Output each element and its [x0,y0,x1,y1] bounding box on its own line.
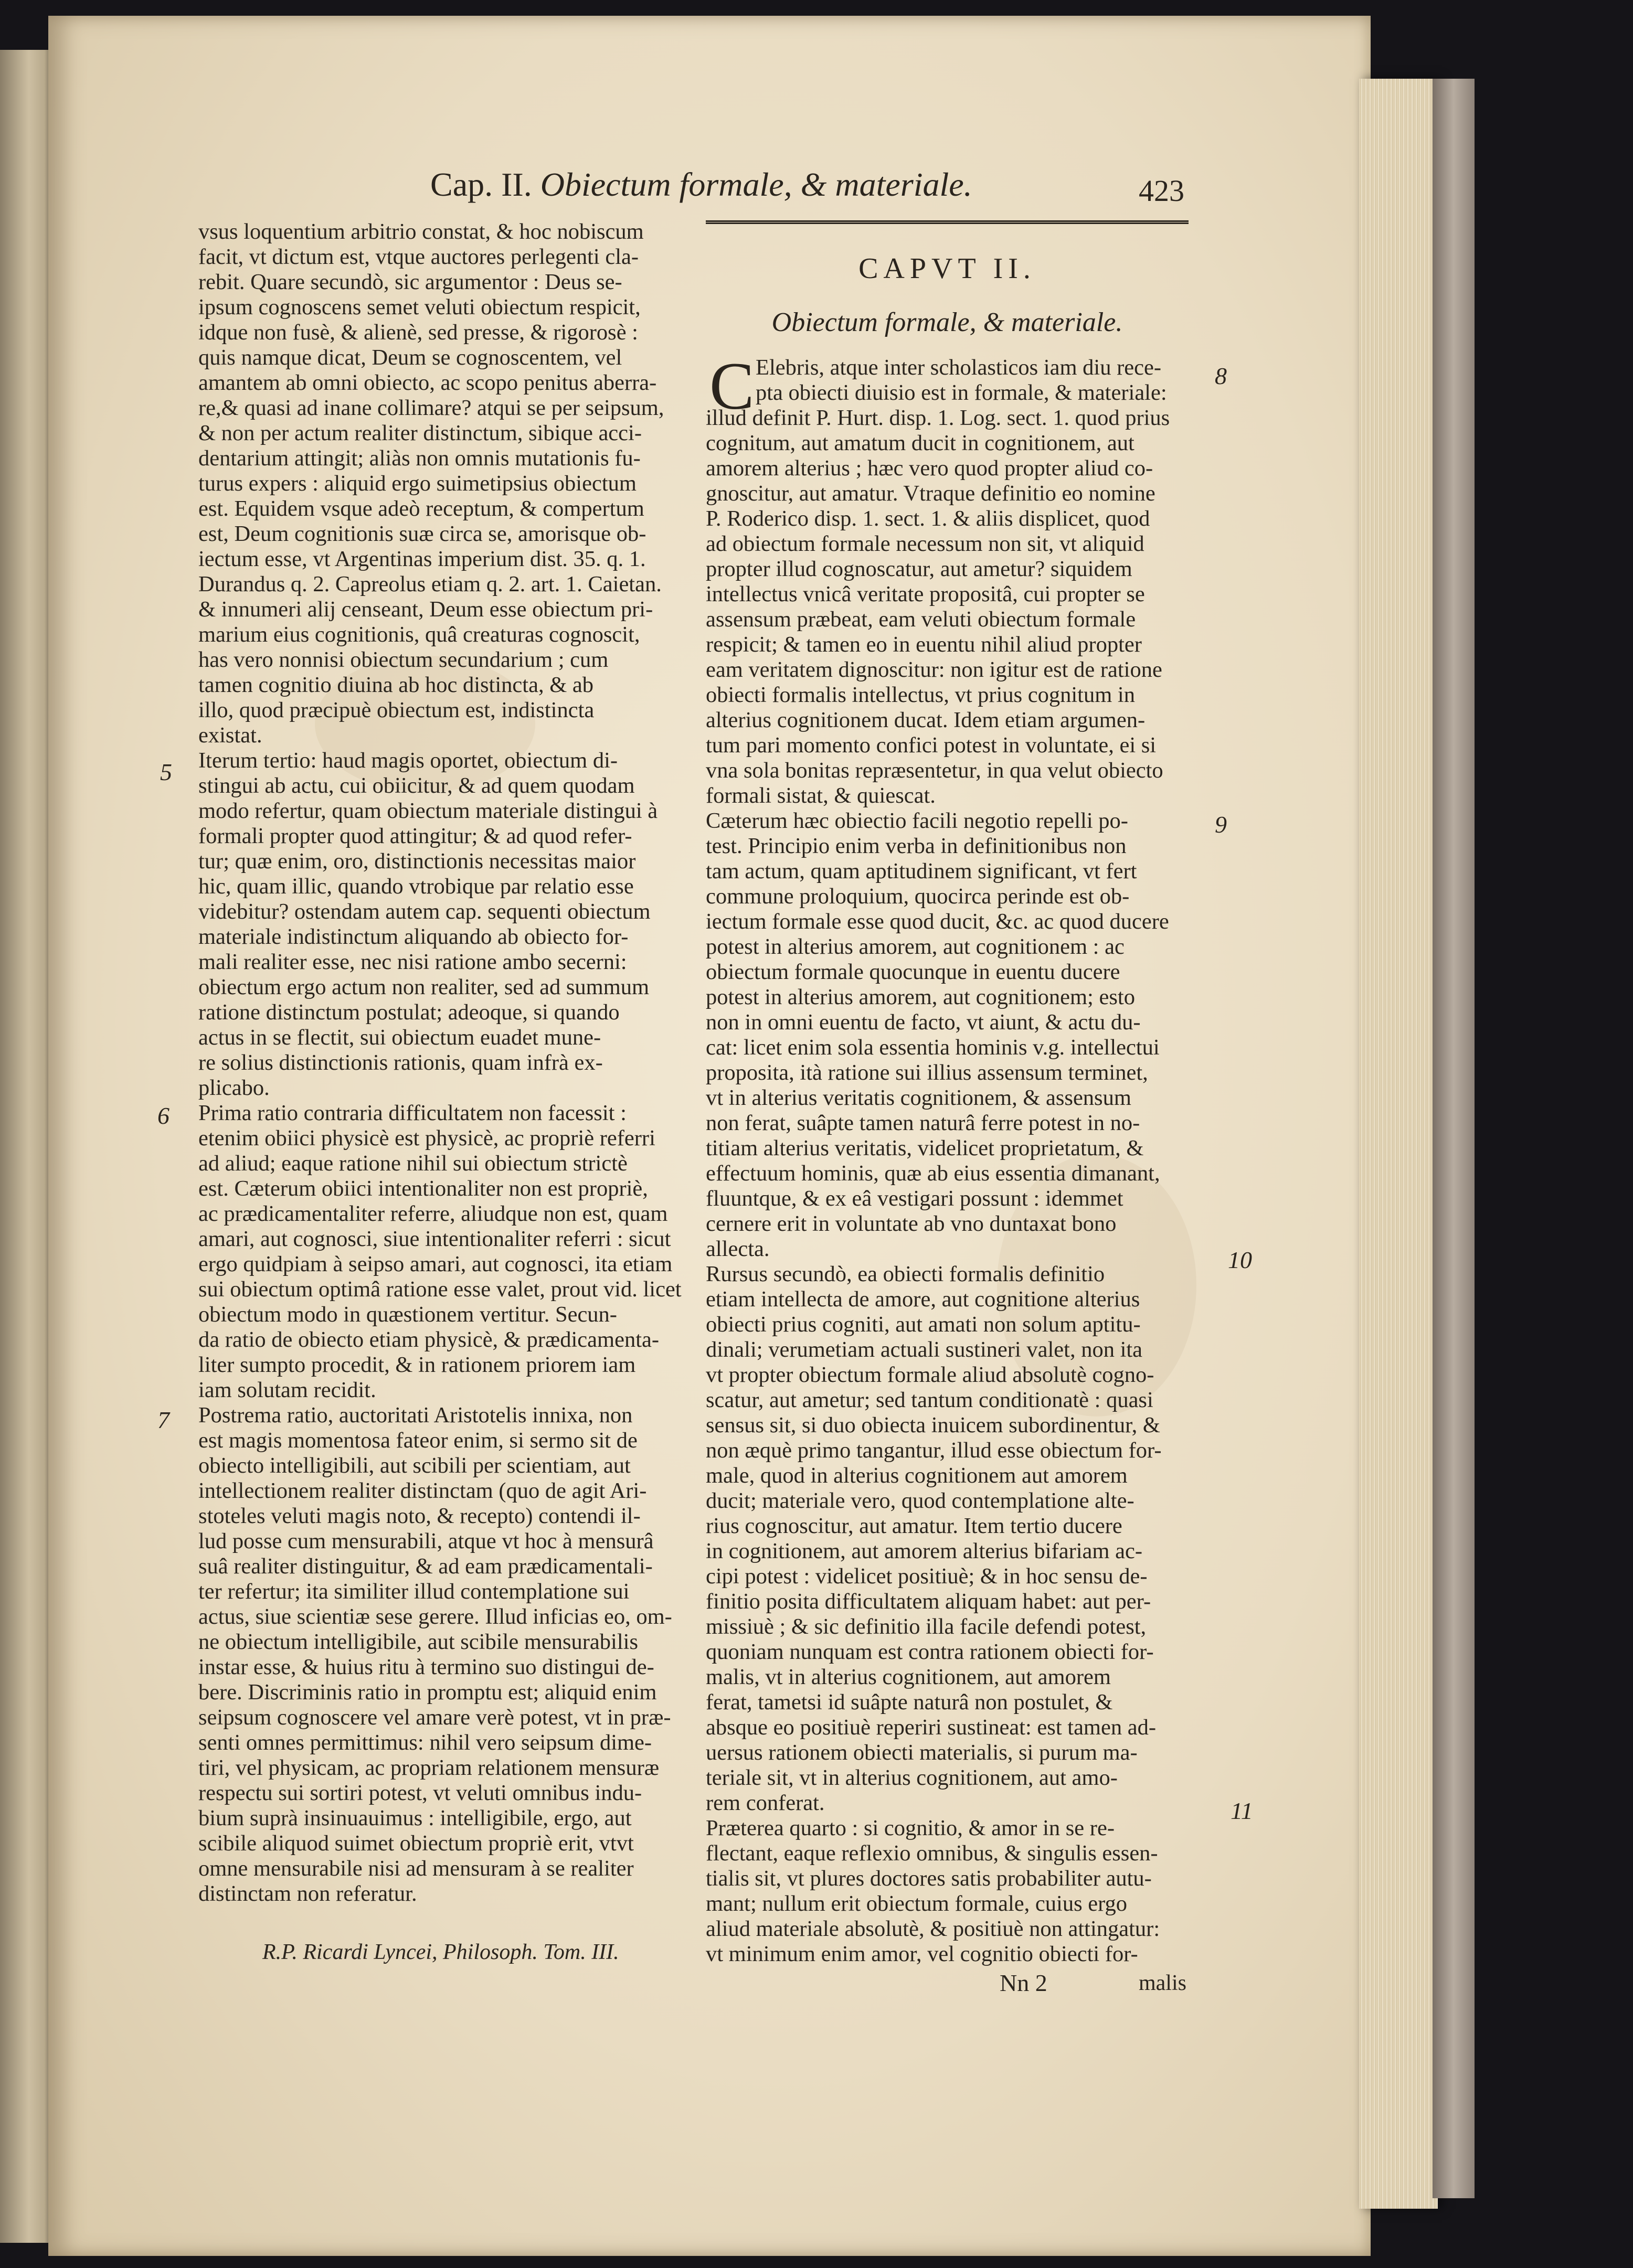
text-line: fluuntque, & ex eâ vestigari possunt : idemmet [706,1186,1123,1211]
text-line: turus expers : aliquid ergo suimetipsius obiectum [198,471,637,496]
left-text-column [198,219,694,1907]
text-line: iam solutam recidit. [198,1378,376,1402]
margin-number: 11 [1231,1797,1253,1824]
text-line: seipsum cognoscere vel amare verè potest, vt in præ- [198,1705,671,1730]
text-line: re,& quasi ad inane collimare? atqui se per seipsum, [198,396,664,420]
text-line: suâ realiter distinguitur, & ad eam prædicamentali- [198,1554,653,1579]
text-line: vt in alterius veritatis cognitionem, & assensum [706,1085,1131,1110]
text-line: est magis momentosa fateor enim, si sermo sit de [198,1428,638,1453]
text-line: propter illud cognoscatur, aut ametur? siquidem [706,557,1132,581]
text-line: Rursus secundò, ea obiecti formalis definitio [706,1262,1105,1286]
text-line: sensus sit, si duo obiecta inuicem subordinentur, & [706,1413,1160,1438]
text-line: facit, vt dictum est, vtque auctores perlegenti cla- [198,244,639,269]
signature-mark: Nn 2 [1000,1969,1047,1996]
text-line: dinali; verumetiam actuali sustineri valet, non ita [706,1337,1143,1362]
text-line: etenim obiici physicè est physicè, ac propriè referri [198,1126,655,1151]
text-line: instar esse, & huius ritu à termino suo distingui de- [198,1655,654,1679]
margin-number: 8 [1215,363,1227,389]
text-line: amari, aut cognosci, siue intentionaliter referri : sicut [198,1227,671,1251]
text-line: eam veritatem dignoscitur: non igitur est de ratione [706,657,1162,682]
text-line: lud posse cum mensurabili, atque vt hoc à mensurâ [198,1529,654,1553]
text-line: proposita, ità ratione sui illius assensum terminet, [706,1060,1148,1085]
text-line: missiuè ; & sic definitio illa facile defendi potest, [706,1614,1147,1639]
text-line: & innumeri alij censeant, Deum esse obiectum pri- [198,597,653,622]
margin-number: 6 [157,1102,169,1129]
text-line: iectum esse, vt Argentinas imperium dist. 35. q. 1. [198,547,646,571]
text-line: & non per actum realiter distinctum, sibique acci- [198,421,642,445]
text-line: ergo quidpiam à seipso amari, aut cognosci, ita etiam [198,1252,673,1276]
text-line: stoteles veluti magis noto, & recepto) contendi il- [198,1504,641,1528]
text-line: cernere erit in voluntate ab vno duntaxat bono [706,1211,1117,1236]
text-line: re solius distinctionis rationis, quam infrà ex- [198,1050,603,1075]
chapter-label: Cap. II. [430,166,532,203]
facing-page-edge [0,50,52,2243]
text-line: respicit; & tamen eo in euentu nihil aliud propter [706,632,1142,657]
text-line: vt minimum enim amor, vel cognitio obiecti for- [706,1942,1138,1966]
text-line: effectuum hominis, quæ ab eius essentia dimanant, [706,1161,1160,1186]
text-line: distinctam non referatur. [198,1881,417,1906]
text-line: aliud materiale absolutè, & positiuè non attingatur: [706,1916,1160,1941]
text-line: amantem ab omni obiecto, ac scopo penitus aberra- [198,370,657,395]
text-line: pta obiecti diuisio est in formale, & materiale: [756,380,1167,405]
text-line: materiale indistinctum aliquando ab obiecto for- [198,924,629,949]
text-line: mali realiter esse, nec nisi ratione ambo secerni: [198,950,627,974]
text-line: ter refertur; ita similiter illud contemplatione sui [198,1579,630,1604]
text-line: ratione distinctum postulat; adeoque, si quando [198,1000,620,1025]
right-text-column [706,349,1189,1967]
text-line: Postrema ratio, auctoritati Aristotelis innixa, non [198,1403,633,1428]
text-line: Cæterum hæc obiectio facili negotio repelli po- [706,808,1128,833]
text-line: gnoscitur, aut amatur. Vtraque definitio eo nomine [706,481,1155,506]
text-line: formali propter quod attingitur; & ad quod refer- [198,824,632,848]
text-line: obiecti prius cogniti, aut amati non solum aptitu- [706,1312,1141,1337]
text-line: existat. [198,723,262,748]
text-line: male, quod in alterius cognitionem aut amorem [706,1463,1128,1488]
catchword: malis [1139,1971,1186,1995]
margin-number: 10 [1228,1247,1252,1273]
text-line: potest in alterius amorem, aut cognitionem : ac [706,934,1125,959]
text-line: respectu sui sortiri potest, vt veluti omnibus indu- [198,1781,642,1805]
text-line: obiectum ergo actum non realiter, sed ad summum [198,975,650,999]
text-line: plicabo. [198,1076,270,1100]
text-line: tam actum, quam aptitudinem significant, vt fert [706,859,1137,883]
text-line: ad obiectum formale necessum non sit, vt aliquid [706,531,1144,556]
running-footer: R.P. Ricardi Lyncei, Philosoph. Tom. III. [262,1940,619,1964]
header-rule [706,220,1189,224]
text-line: quis namque dicat, Deum se cognoscentem, vel [198,345,622,370]
text-line: mant; nullum erit obiectum formale, cuius ergo [706,1891,1127,1916]
text-line: tamen cognitio diuina ab hoc distincta, & ab [198,673,594,697]
text-line: vsus loquentium arbitrio constat, & hoc nobiscum [198,219,644,244]
text-line: intellectus vnicâ veritate propositâ, cui propter se [706,582,1145,606]
text-line: ipsum cognoscens semet veluti obiectum respicit, [198,295,641,320]
text-line: scatur, aut ametur; sed tantum conditionatè : quasi [706,1388,1153,1412]
text-line: senti omnes permittimus: nihil vero seipsum dime- [198,1730,652,1755]
text-line: bere. Discriminis ratio in promptu est; aliquid enim [198,1680,657,1705]
text-line: assensum præbeat, eam veluti obiectum formale [706,607,1136,632]
text-line: tur; quæ enim, oro, distinctionis necessitas maior [198,849,636,874]
text-line: ferat, tametsi id suâpte naturâ non postulet, & [706,1690,1113,1715]
text-line: sui obiectum optimâ ratione esse valet, prout vid. licet [198,1277,682,1302]
text-line: tum pari momento confici potest in voluntate, ei si [706,733,1157,758]
chapter-title: Obiectum formale, & materiale. [540,166,972,203]
text-line: cognitum, aut amatum ducit in cognitionem, aut [706,431,1134,455]
text-line: est. Cæterum obiici intentionaliter non est propriè, [198,1176,648,1201]
text-line: ad aliud; eaque ratione nihil sui obiectum strictè [198,1151,628,1176]
text-line: iectum formale esse quod ducit, &c. ac quod ducere [706,909,1169,934]
text-line: tiri, vel physicam, ac propriam relationem mensuræ [198,1755,660,1780]
text-line: allecta. [706,1237,770,1261]
margin-number: 5 [160,759,172,785]
text-line: Præterea quarto : si cognitio, & amor in se re- [706,1816,1115,1840]
text-line: cat: licet enim sola essentia hominis v.g. intellectui [706,1035,1160,1060]
text-line: absque eo positiuè reperiri sustineat: est tamen ad- [706,1715,1156,1740]
text-line: non æquè primo tangantur, illud esse obiectum for- [706,1438,1162,1463]
text-line: idque non fusè, & alienè, sed presse, & rigorosè : [198,320,638,345]
text-line: dentarium attingit; aliàs non omnis mutationis fu- [198,446,641,471]
text-line: non ferat, suâpte tamen naturâ ferre potest in no- [706,1111,1140,1135]
text-line: marium eius cognitionis, quâ creaturas cognoscit, [198,622,640,647]
text-line: ac prædicamentaliter referre, aliudque non est, quam [198,1201,668,1226]
text-line: has vero nonnisi obiectum secundarium ; cum [198,647,609,672]
text-line: est. Equidem vsque adeò receptum, & compertum [198,496,644,521]
text-line: cipi potest : videlicet positiuè; & in hoc sensu de- [706,1564,1148,1589]
text-line: commune proloquium, quocirca perinde est ob- [706,884,1130,909]
text-line: est, Deum cognitionis suæ circa se, amorisque ob- [198,521,646,546]
text-line: hic, quam illic, quando vtrobique par relatio esse [198,874,634,899]
text-line: amorem alterius ; hæc vero quod propter aliud co- [706,456,1153,481]
text-line: alterius cognitionem ducat. Idem etiam argumen- [706,708,1146,732]
text-line: liter sumpto procedit, & in rationem priorem iam [198,1353,636,1377]
text-line: obiectum formale quocunque in euentu ducere [706,960,1120,984]
text-line: rebit. Quare secundò, sic argumentor : Deus se- [198,270,622,294]
drop-capital: C [709,349,755,423]
text-line: formali sistat, & quiescat. [706,783,936,808]
text-line: Prima ratio contraria difficultatem non facessit : [198,1101,627,1125]
text-line: flectant, eaque reflexio omnibus, & singulis essen- [706,1841,1158,1866]
text-line: rius cognoscitur, aut amatur. Item tertio ducere [706,1514,1122,1538]
text-line: illud definit P. Hurt. disp. 1. Log. sect. 1. quod prius [706,406,1170,430]
text-line: P. Roderico disp. 1. sect. 1. & aliis displicet, quod [706,506,1150,531]
text-line: ne obiectum intelligibile, aut scibile mensurabilis [198,1630,639,1654]
text-line: Iterum tertio: haud magis oportet, obiectum di- [198,748,618,773]
caput-subtitle: Obiectum formale, & materiale. [771,307,1123,337]
text-line: Elebris, atque inter scholasticos iam diu rece- [756,355,1161,380]
text-line: obiecti formalis intellectus, vt prius cognitum in [706,683,1135,707]
text-line: modo refertur, quam obiectum materiale distingui à [198,798,658,823]
text-line: actus, siue scientiæ sese gerere. Illud inficias eo, om- [198,1604,672,1629]
text-line: Durandus q. 2. Capreolus etiam q. 2. art. 1. Caietan. [198,572,662,597]
text-line: test. Principio enim verba in definitionibus non [706,834,1127,858]
text-line: intellectionem realiter distinctam (quo de agit Ari- [198,1478,647,1503]
text-line: videbitur? ostendam autem cap. sequenti obiectum [198,899,651,924]
text-line: vt propter obiectum formale aliud absolutè cogno- [706,1362,1154,1387]
text-line: scibile aliquod suimet obiectum propriè erit, vtvt [198,1831,634,1856]
text-line: vna sola bonitas repræsentetur, in qua velut obiecto [706,758,1163,783]
text-line: actus in se flectit, sui obiectum euadet mune- [198,1025,601,1050]
text-line: da ratio de obiecto etiam physicè, & prædicamenta- [198,1327,660,1352]
text-line: omne mensurabile nisi ad mensuram à se realiter [198,1856,634,1881]
running-header [430,165,1191,212]
text-line: etiam intellecta de amore, aut cognitione alterius [706,1287,1140,1312]
text-line: stingui ab actu, cui obiicitur, & ad quem quodam [198,773,635,798]
text-line: malis, vt in alterius cognitionem, aut amorem [706,1665,1111,1689]
text-line: rem conferat. [706,1791,825,1815]
page-number: 423 [1139,174,1184,208]
book-cover-edge [1433,79,1475,2198]
text-line: titiam alterius veritatis, videlicet proprietatum, & [706,1136,1144,1160]
text-line: potest in alterius amorem, aut cognitionem; esto [706,985,1135,1009]
margin-number: 9 [1215,811,1227,838]
text-line: non in omni euentu de facto, vt aiunt, & actu du- [706,1010,1141,1035]
text-line: finitio posita difficultatem aliquam habet: aut per- [706,1589,1151,1614]
text-line: tialis sit, vt plures doctores satis probabiliter autu- [706,1866,1152,1891]
text-line: in cognitionem, aut amorem alterius bifariam ac- [706,1539,1142,1563]
caput-heading: CAPVT II. [858,252,1036,285]
text-line: obiecto intelligibili, aut scibili per scientiam, aut [198,1453,631,1478]
text-line: illo, quod præcipuè obiectum est, indistincta [198,698,595,722]
margin-number: 7 [157,1407,169,1433]
text-line: obiectum modo in quæstionem vertitur. Secun- [198,1302,617,1327]
text-line: bium suprà insinuauimus : intelligibile, ergo, aut [198,1806,632,1830]
page-block-edges [1359,79,1438,2209]
text-line: uersus rationem obiecti materialis, si purum ma- [706,1740,1138,1765]
text-line: quoniam nunquam est contra rationem obiecti for- [706,1639,1154,1664]
text-line: ducit; materiale vero, quod contemplatione alte- [706,1488,1134,1513]
text-line: teriale sit, vt in alterius cognitionem, aut amo- [706,1765,1118,1790]
